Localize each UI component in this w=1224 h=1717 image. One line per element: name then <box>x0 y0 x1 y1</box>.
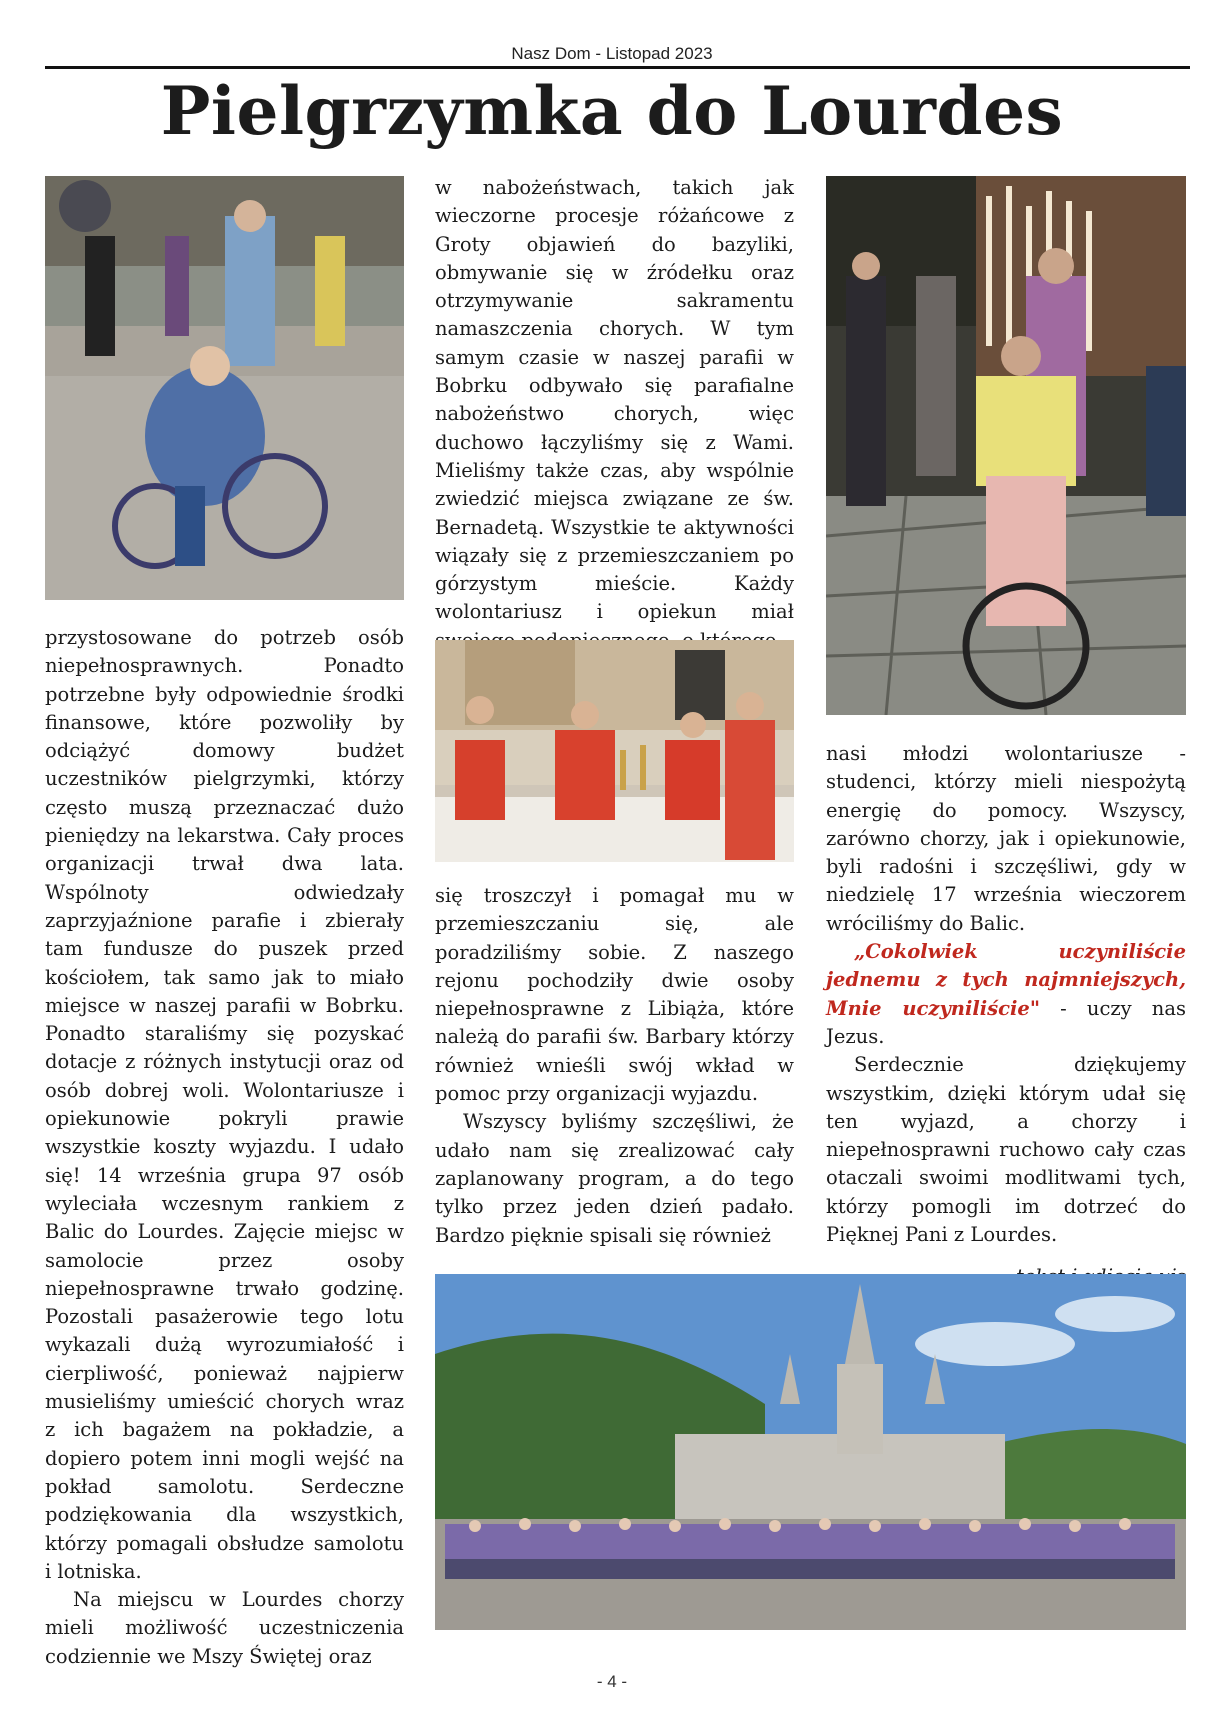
header-rule <box>45 66 1190 69</box>
photo-grotto-candles <box>826 176 1186 715</box>
paragraph: Na miejscu w Lourdes chorzy mieli możliwość uczestniczenia codziennie we Mszy Świętej oraz <box>45 1588 404 1668</box>
photo-wheelchair-pilgrim <box>45 176 404 600</box>
column-1-text <box>45 624 404 1671</box>
column-3-text <box>826 740 1186 1292</box>
issue-header: Nasz Dom - Listopad 2023 <box>511 44 713 63</box>
page-number: - 4 - <box>596 1672 628 1691</box>
bible-quote: „Cokolwiek uczyniliście jednemu z tych najmniejszych, Mnie uczyniliście" <box>826 940 1186 1020</box>
paragraph: się troszczył i pomagał mu w przemieszczaniu się, ale poradziliśmy sobie. Z naszego rejonu pochodziły dwie osoby niepełnosprawne z Libiąża, które należą do parafii św. Barbary którzy również wnieśli swój wkład w pomoc przy organizacji wyjazdu. <box>435 884 794 1106</box>
paragraph: w nabożeństwach, takich jak wieczorne procesje różańcowe z Groty objawień do bazyliki, obmywanie się w źródełku oraz otrzymywanie sakramentu namaszczenia chorych. W tym samym czasie w naszej parafii w Bobrku odbywało się parafialne nabożeństwo chorych, więc duchowo łączyliśmy się z Wami. Mieliśmy także czas, aby wspólnie zwiedzić miejsca związane ze św. Bernadetą. Wszystkie te aktywności wiązały się z przemieszczaniem po górzystym mieście. Każdy wolontariusz i opiekun miał <box>435 176 794 624</box>
photo-mass-altar <box>435 640 794 862</box>
paragraph: Wszyscy byliśmy szczęśliwi, że udało nam się zrealizować cały zaplanowany program, a do tego tylko przez jeden dzień padało. Bardzo pięknie spisali się również <box>435 1110 794 1247</box>
article-title: Pielgrzymka do Lourdes <box>160 72 1064 150</box>
column-2-text-top <box>435 174 794 655</box>
paragraph: Serdecznie dziękujemy wszystkim, dzięki którym udał się ten wyjazd, a chorzy i niepełnosprawni ruchowo cały czas otaczali swoimi modlitwami tych, którzy pomogli im dotrzeć do Pięknej Pani z Lourdes. <box>826 1053 1186 1247</box>
quote-attribution: - uczy nas Jezus. <box>826 996 1186 1048</box>
paragraph: nasi młodzi wolontariusze - studenci, którzy mieli niespożytą energię do pomocy. Wszyscy, zarówno chorzy, jak i opiekunowie, byli radośni i szczęśliwi, gdy w niedzielę 17 września wieczorem wróciliśmy do Balic. <box>826 742 1186 935</box>
column-2-text-bottom <box>435 882 794 1250</box>
photo-group-basilica <box>435 1274 1186 1630</box>
quote-paragraph <box>826 938 1186 1051</box>
paragraph: przystosowane do potrzeb osób niepełnosprawnych. Ponadto potrzebne były odpowiednie środki finansowe, które pozwoliły by odciążyć domowy budżet uczestników pielgrzymki, którzy często muszą przeznaczać dużo pieniędzy na lekarstwa. Cały proces organizacji trwał dwa lata. Wspólnoty odwiedzały zaprzyjaźnione parafie i zbierały tam fundusze do puszek przed kościołem, tak samo jak to miało miejsce w naszej parafii w Bobrku. Ponadto staraliśmy się pozyskać dotacje z różnych instytucji oraz od osób dobrej woli. Wolontariusze i opiekunowie pokryli prawie wszystkie koszty wyjazdu. I udało się! 14 września grupa 97 osób wyleciała wczesnym rankiem z Balic do Lourdes. Zajęcie miejsc w samolocie przez osoby niepełnosprawne trwało godzinę. Pozostali pasażerowie tego lotu wykazali dużą wyrozumiałość i cierpliwość, ponieważ najpierw musieliśmy umieścić chorych wraz z ich bagażem na pokładzie, a dopiero potem inni mogli wejść na pokład samolotu. Serdeczne podziękowania dla wszystkich, którzy pomagali obsłudze samolotu i lotniska. <box>45 626 404 1583</box>
